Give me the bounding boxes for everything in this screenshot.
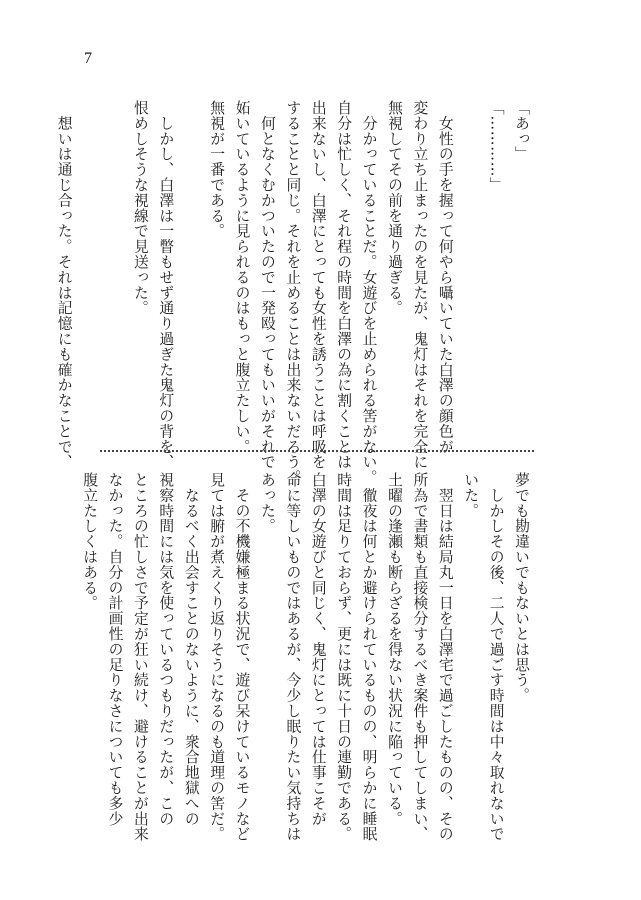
text-line: ところの忙しさで予定が狂い続け、避けることが出来	[131, 472, 149, 842]
text-line: 女性の手を握って何やら囁いていた白澤の顔色が	[436, 100, 454, 455]
text-line: 腹立たしくはある。	[81, 472, 99, 611]
text-line: なるべく出会すことのないように、衆合地獄への	[182, 472, 200, 827]
text-line: 「…………」	[487, 100, 505, 193]
text-line: 所為で書類も直接検分するべき案件も押してしまい、	[411, 472, 429, 842]
bottom-text-column	[81, 472, 534, 844]
text-line: 見ては腑が煮えくり返りそうになるのも道理の筈だ。	[208, 472, 226, 842]
text-line: 無視してその前を通り過ぎる。	[385, 100, 403, 316]
top-text-column	[55, 100, 534, 485]
text-line: 夢でも勘違いでもないとは思う。	[513, 472, 530, 703]
text-line	[77, 100, 102, 428]
text-line: 土曜の逢瀬も断らざるを得ない状況に陥っている。	[385, 472, 403, 827]
text-line: 命に等しいものではあるが、今少し眠りたい気持ちは	[284, 472, 302, 842]
text-line: することと同じ。それを止めることは出来ないだろう。	[284, 100, 302, 485]
text-line: 想いは通じ合った。それは記憶にも確かなことで、	[55, 100, 73, 470]
text-line: 時間は足りておらず、更には既に十日の連勤である。	[335, 472, 353, 842]
text-line: 自分は忙しく、それ程の時間を白澤の為に割くことは	[335, 100, 353, 470]
text-line: 変わり立ち止まったのを見たが、鬼灯はそれを完全に	[411, 100, 429, 470]
text-line: 白澤の女遊びと同じく、鬼灯にとっては仕事こそが	[309, 472, 327, 827]
text-line: あった。	[258, 472, 276, 534]
text-line: 翌日は結局丸一日を白澤宅で過ごしたものの、その	[436, 472, 454, 842]
text-line: 何となくむかついたので一発殴ってもいいがそれで	[258, 100, 276, 470]
text-line: 徹夜は何とか避けられているものの、明らかに睡眠	[360, 472, 378, 842]
text-line	[102, 100, 127, 428]
text-line: 視察時間には気を使っているつもりだったが、この	[157, 472, 175, 827]
text-line: しかしその後、二人で過ごす時間は中々取れないで	[487, 472, 505, 842]
text-line: いた。	[462, 472, 480, 519]
section-divider	[100, 450, 534, 452]
page-number: 7	[84, 50, 92, 67]
text-line: 妬いているように見られるのはもっと腹立たしい。	[233, 100, 251, 455]
text-line: その不機嫌極まる状況で、遊び呆けているモノなど	[233, 472, 251, 842]
bottom-vertical-text	[81, 472, 534, 844]
text-line: 恨めしそうな視線で見送った。	[131, 100, 149, 316]
text-line	[178, 100, 203, 428]
text-line: 分かっていることだ。女遊びを止められる筈がない。	[360, 100, 378, 485]
text-line: 「あっ」	[513, 100, 530, 162]
text-line	[458, 100, 483, 428]
top-vertical-text	[55, 100, 534, 485]
text-line: なかった。自分の計画性の足りなさについても多少	[106, 472, 124, 827]
text-line: しかし、白澤は一瞥もせず通り過ぎた鬼灯の背を、	[157, 100, 175, 470]
text-line: 出来ないし、白澤にとっても女性を誘うことは呼吸を	[309, 100, 327, 470]
text-line: 無視が一番である。	[208, 100, 226, 239]
